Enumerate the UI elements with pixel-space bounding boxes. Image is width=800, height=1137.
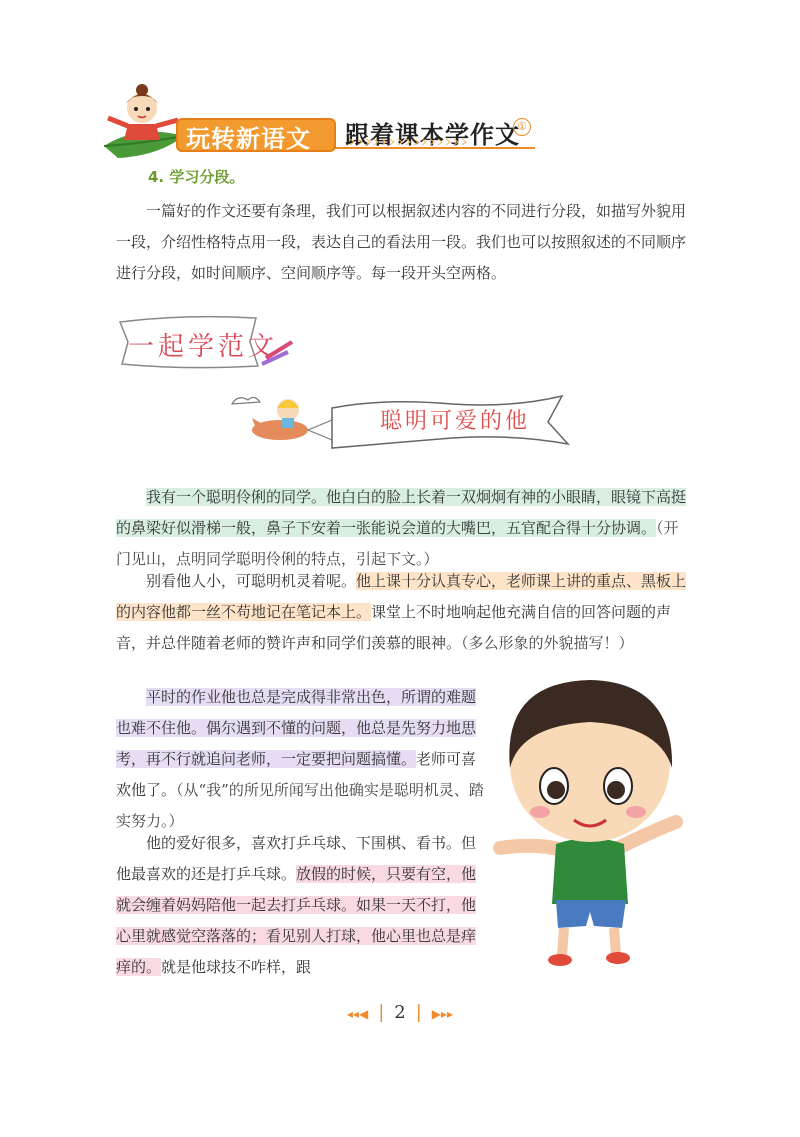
girl-mascot-illustration	[98, 84, 188, 164]
highlight-text: 他上课十分认真专心，老师课上讲的重点、黑板上的内容他都一丝不苟地记在笔记本上。	[116, 572, 687, 621]
highlight-text: 平时的作业他也总是完成得非常出色，所谓的难题也难不住他。偶尔遇到不懂的问题，他总是先努力地思考，再不行就追问老师，一定要把问题搞懂。	[116, 688, 477, 768]
essay-title: 聪明可爱的他	[380, 409, 531, 434]
plain-text: 老师可喜欢他了。	[116, 750, 477, 799]
header-arrow-decoration	[348, 138, 478, 146]
plain-text: 他的爱好很多，喜欢打乒乓球、下围棋、看书。但他最喜欢的还是打乒乓球。	[116, 834, 477, 883]
header-main-title: 玩转新语文	[186, 125, 311, 153]
section-heading: 4. 学习分段。	[148, 168, 245, 186]
highlight-text: 我有一个聪明伶俐的同学。他白白的脸上长着一双炯炯有神的小眼睛，眼镜下高挺的鼻梁好似滑梯一般，鼻子下安着一张能说会道的大嘴巴，五官配合得十分协调。	[116, 488, 687, 537]
page-number: 2	[394, 1002, 406, 1023]
page-navigation: ◂◂◀ | 2 | ▶▸▸	[346, 1002, 454, 1023]
intro-text: 一篇好的作文还要有条理，我们可以根据叙述内容的不同进行分段，如描写外貌用一段，介绍性格特点用一段，表达自己的看法用一段。我们也可以按照叙述的不同顺序进行分段，如时间顺序、空间顺序等。每一段开头空两格。	[116, 202, 687, 282]
annotation-comment: （开门见山，点明同学聪明伶俐的特点，引起下文。）	[116, 519, 679, 568]
ribbon-tag-label: 一起学范文	[128, 332, 279, 362]
plain-text: 别看他人小，可聪明机灵着呢。	[146, 572, 357, 590]
plain-text: 就是他球技不咋样，跟	[161, 958, 312, 976]
essay-paragraph-4	[116, 828, 488, 983]
annotation-comment: （多么形象的外貌描写！）	[461, 634, 634, 652]
prev-page-arrow-icon[interactable]: ◂◂◀	[346, 1007, 369, 1021]
intro-paragraph	[116, 196, 690, 289]
annotation-comment: （从“我”的所见所闻写出他确实是聪明机灵、踏实努力。）	[116, 781, 484, 830]
essay-paragraph-2	[116, 566, 688, 659]
boy-illustration	[490, 672, 690, 972]
volume-number: ①	[513, 118, 531, 136]
header-sub-title: 跟着课本学作文	[345, 121, 520, 149]
essay-paragraph-3	[116, 682, 488, 837]
essay-paragraph-1	[116, 482, 688, 575]
highlight-text: 放假的时候，只要有空，他就会缠着妈妈陪他一起去打乒乓球。如果一天不打，他心里就感觉空落落的；看见别人打球，他心里也总是痒痒的。	[116, 865, 477, 976]
next-page-arrow-icon[interactable]: ▶▸▸	[431, 1007, 454, 1021]
plain-text: 课堂上不时地响起他充满自信的回答问题的声音，并总伴随着老师的赞许声和同学们羡慕的眼神。	[116, 603, 672, 652]
